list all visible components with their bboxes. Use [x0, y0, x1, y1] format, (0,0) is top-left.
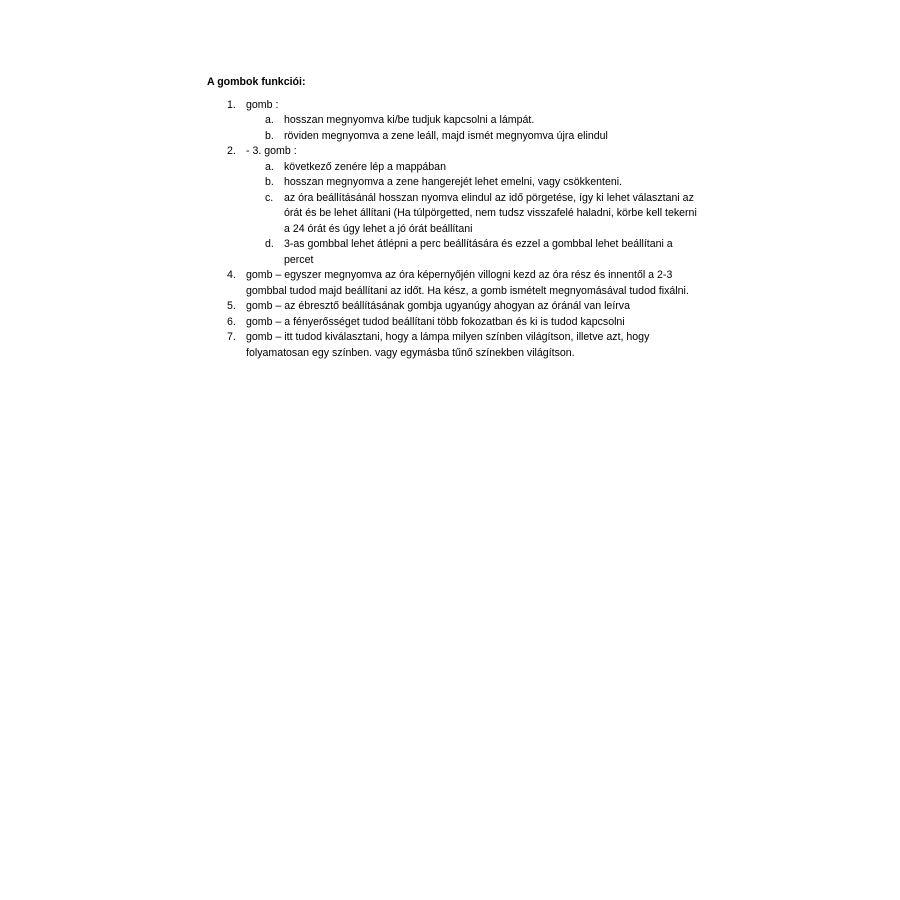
sublist-item-text: 3-as gombbal lehet átlépni a perc beállítására és ezzel a gombbal lehet beállítani a percet [284, 238, 673, 266]
sublist-item-1a [207, 113, 697, 129]
list-number: 1. [227, 98, 236, 111]
list-number: 4. [227, 269, 236, 281]
sublist-item-2a [207, 160, 697, 176]
document-body [207, 75, 697, 361]
list-item-4 [207, 268, 697, 299]
sublist-item-text: hosszan megnyomva a zene hangerejét lehet emelni, vagy csökkenteni. [284, 176, 623, 188]
sublist-letter: b. [265, 176, 274, 188]
sublist-item-2c [207, 191, 697, 238]
list-item-text: gomb – az ébresztő beállításának gombja ugyanúgy ahogyan az óránál van leírva [246, 300, 630, 312]
sublist-letter: a. [265, 114, 274, 126]
list-item-7 [207, 330, 697, 361]
sublist-letter: a. [265, 160, 274, 173]
sublist-item-1b [207, 129, 697, 145]
list-item-text: gomb : [246, 98, 279, 111]
list-item-1 [207, 98, 697, 114]
sublist-item-2d [207, 237, 697, 268]
sublist-letter: d. [265, 238, 274, 250]
list-item-text: - 3. gomb : [246, 145, 297, 157]
list-number: 7. [227, 331, 236, 343]
list-item-text: gomb – itt tudod kiválasztani, hogy a lámpa milyen színben világítson, illetve azt, hogy folyamatosan egy színben. vagy egymásba tűnő színekben világítson. [246, 331, 650, 359]
list-item-6 [207, 315, 697, 331]
list-number: 6. [227, 315, 236, 328]
sublist-item-text: az óra beállításánál hosszan nyomva elindul az idő pörgetése, így ki lehet választani az órát és be lehet állítani (Ha túlpörgetted, nem tudsz visszafelé haladni, körbe kell tekerni a 24 órát és úgy lehet a jó órát beállítani [284, 191, 697, 235]
list-number: 5. [227, 300, 236, 312]
sublist-item-text: röviden megnyomva a zene leáll, majd ismét megnyomva újra elindul [284, 129, 608, 142]
sublist-letter: b. [265, 129, 274, 142]
sublist-letter: c. [265, 191, 274, 204]
sublist-item-text: hosszan megnyomva ki/be tudjuk kapcsolni a lámpát. [284, 114, 535, 126]
list-item-5 [207, 299, 697, 315]
list-item-2 [207, 144, 697, 160]
list-item-text: gomb – a fényerősséget tudod beállítani több fokozatban és ki is tudod kapcsolni [246, 315, 625, 328]
list-item-text: gomb – egyszer megnyomva az óra képernyőjén villogni kezd az óra rész és innentől a 2-3 gombbal tudod majd beállítani az időt. Ha kész, a gomb ismételt megnyomásával tudod fixálni. [246, 269, 689, 297]
document-heading: A gombok funkciói: [207, 76, 306, 88]
list-number: 2. [227, 145, 236, 157]
sublist-item-2b [207, 175, 697, 191]
sublist-item-text: következő zenére lép a mappában [284, 160, 446, 173]
